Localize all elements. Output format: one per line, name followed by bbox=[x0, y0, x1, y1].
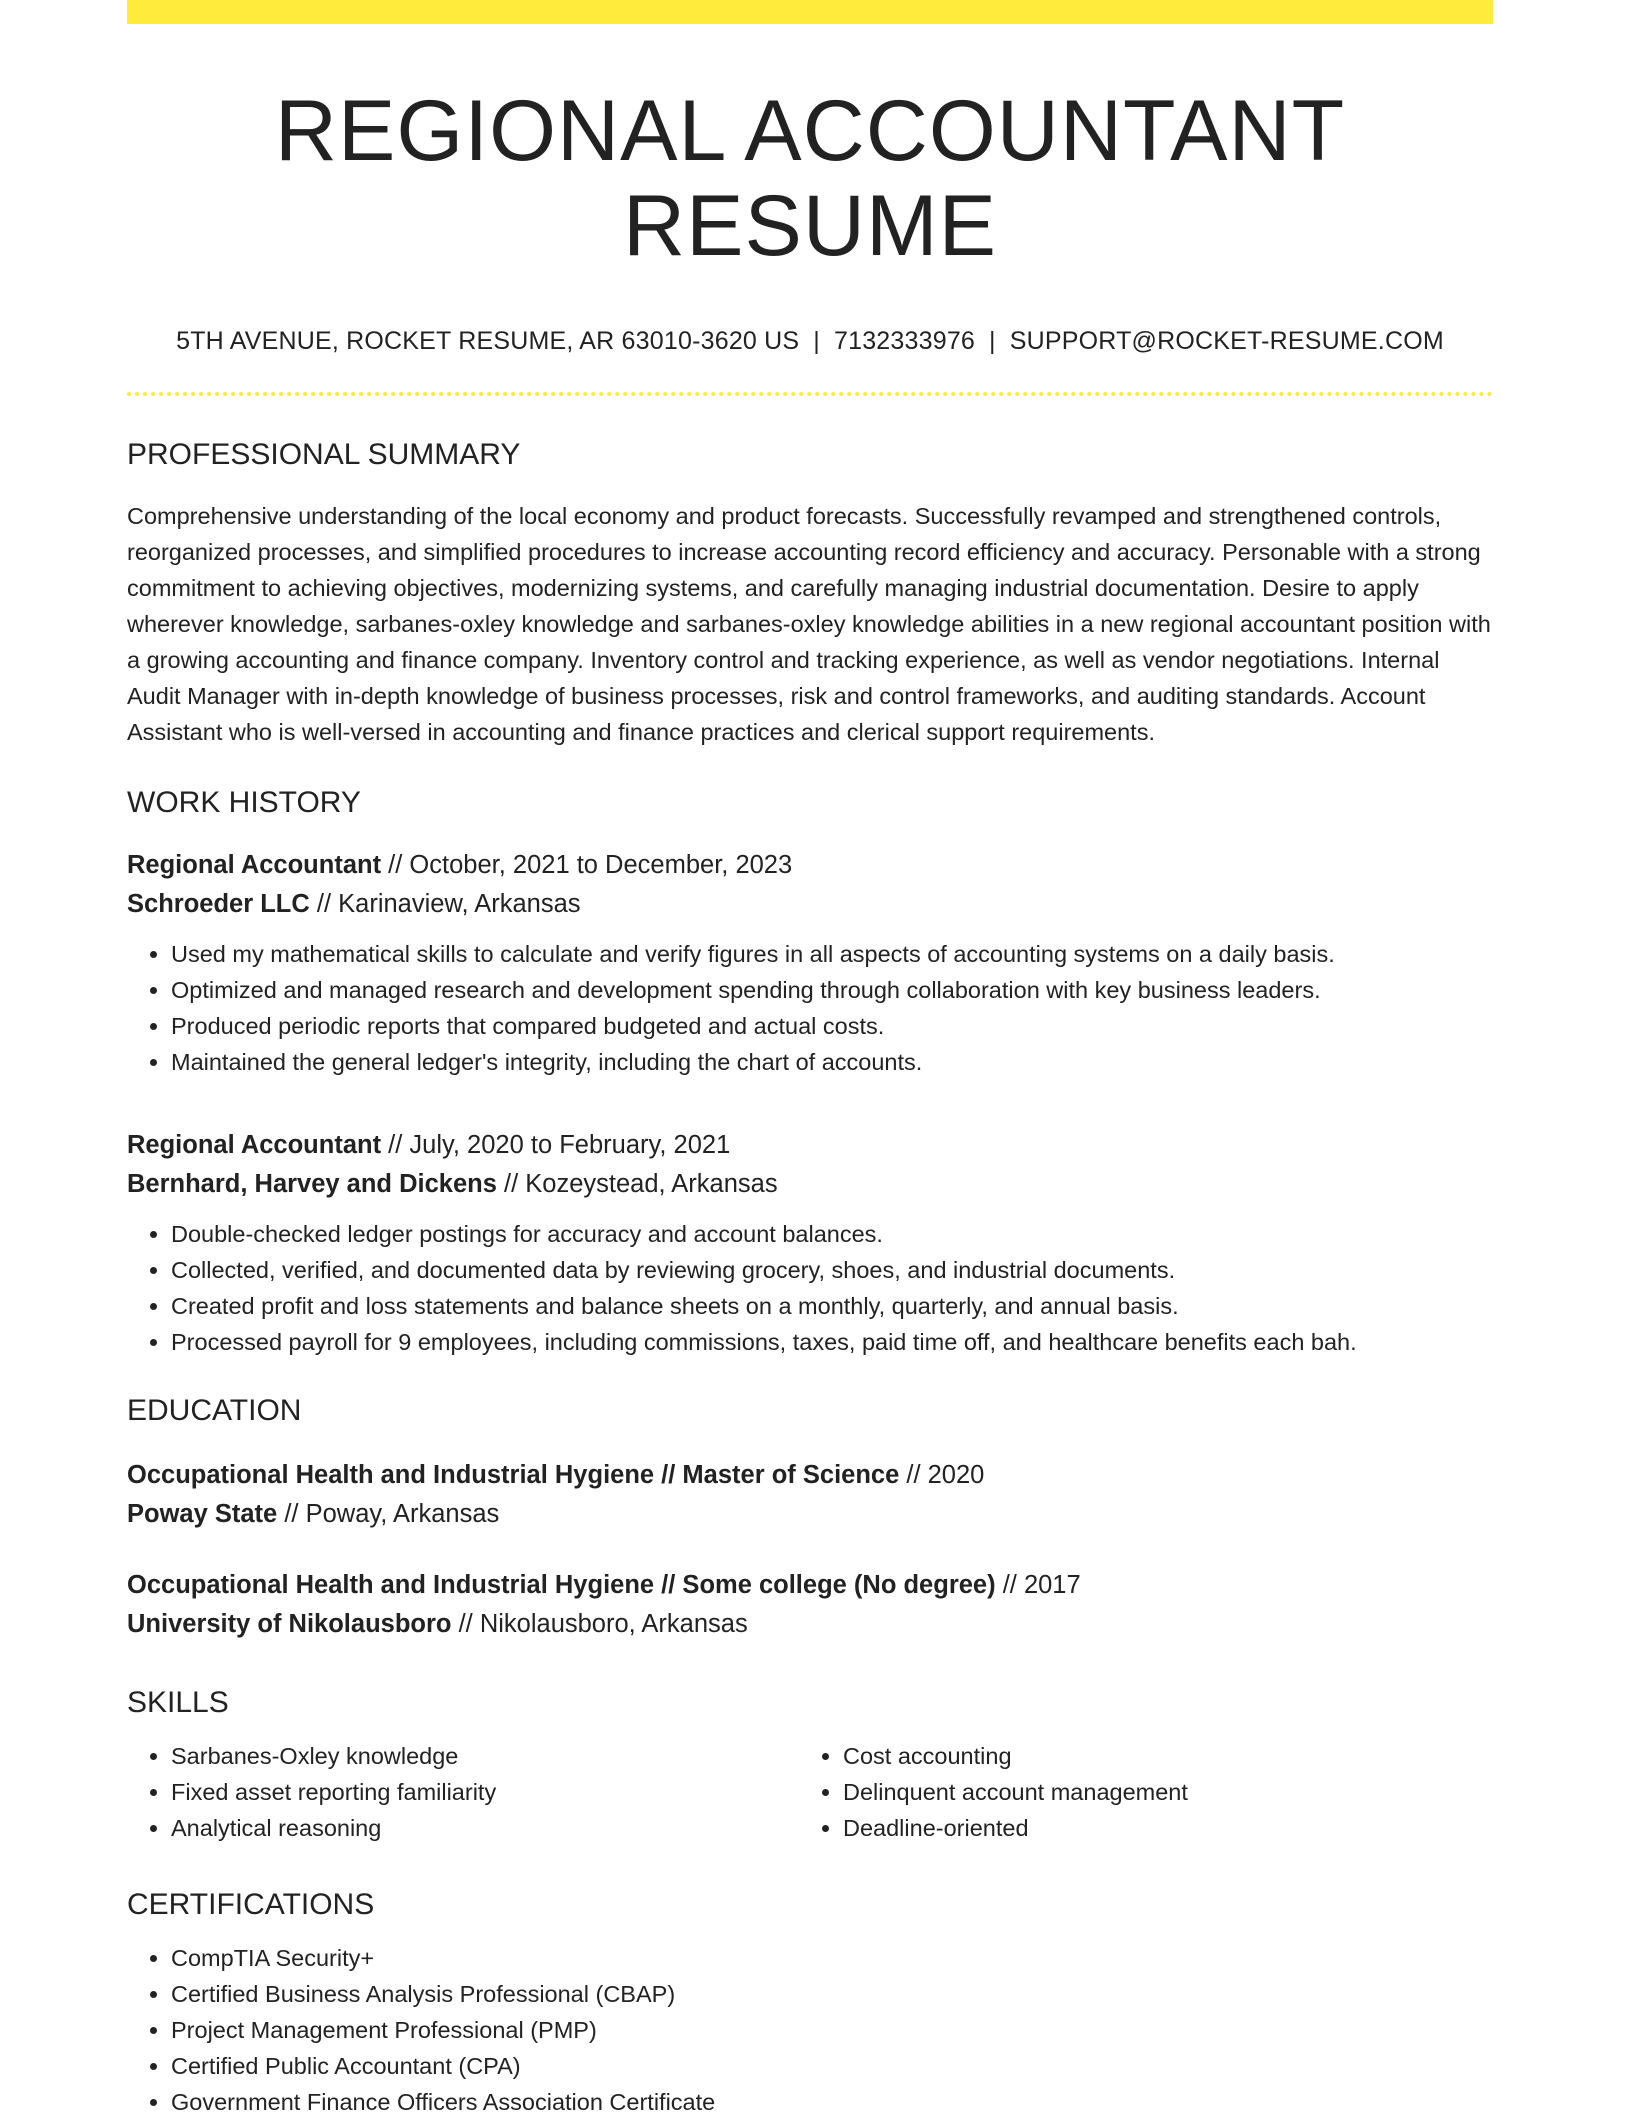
list-item: • Analytical reasoning bbox=[171, 1810, 799, 1846]
resume-page bbox=[127, 0, 1493, 2120]
education-school: Poway State bbox=[127, 1500, 278, 1529]
dotted-divider bbox=[127, 392, 1493, 396]
education-degree-line bbox=[127, 1566, 1493, 1605]
job-title-line bbox=[127, 1126, 1493, 1165]
contact-address: 5TH AVENUE, ROCKET RESUME, AR 63010-3620 US bbox=[176, 327, 800, 356]
list-item: • Delinquent account management bbox=[843, 1774, 1471, 1810]
job-role: Regional Accountant bbox=[127, 851, 382, 880]
work-history-heading: WORK HISTORY bbox=[127, 786, 361, 820]
job-title-line bbox=[127, 846, 1493, 885]
job-company: Schroeder LLC bbox=[127, 890, 310, 919]
contact-line bbox=[127, 327, 1493, 356]
job-location: // Kozeystead, Arkansas bbox=[504, 1170, 778, 1199]
skills-list bbox=[127, 1738, 799, 1846]
contact-phone: 7132333976 bbox=[834, 327, 976, 356]
contact-separator: | bbox=[989, 327, 996, 356]
education-location: // Nikolausboro, Arkansas bbox=[458, 1610, 748, 1639]
list-item: • Fixed asset reporting familiarity bbox=[171, 1774, 799, 1810]
list-item: • Maintained the general ledger's integrity, including the chart of accounts. bbox=[171, 1044, 1493, 1080]
list-item: • Sarbanes-Oxley knowledge bbox=[171, 1738, 799, 1774]
skills-list bbox=[799, 1738, 1471, 1846]
education-degree-line bbox=[127, 1456, 1493, 1495]
education-school: University of Nikolausboro bbox=[127, 1610, 452, 1639]
job-bullets bbox=[127, 1216, 1493, 1360]
list-item: • Deadline-oriented bbox=[843, 1810, 1471, 1846]
education-heading: EDUCATION bbox=[127, 1394, 302, 1428]
job-company: Bernhard, Harvey and Dickens bbox=[127, 1170, 497, 1199]
list-item: • Cost accounting bbox=[843, 1738, 1471, 1774]
job-company-line bbox=[127, 885, 1493, 924]
skills-heading: SKILLS bbox=[127, 1686, 229, 1720]
skills-columns bbox=[127, 1738, 1493, 1846]
certifications-list bbox=[127, 1940, 1493, 2120]
list-item: • Processed payroll for 9 employees, including commissions, taxes, paid time off, and healthcare benefits each bah. bbox=[171, 1324, 1493, 1360]
education-degree: Occupational Health and Industrial Hygiene // Some college (No degree) bbox=[127, 1571, 996, 1600]
list-item: • Created profit and loss statements and balance sheets on a monthly, quarterly, and annual basis. bbox=[171, 1288, 1493, 1324]
list-item: • CompTIA Security+ bbox=[171, 1940, 1493, 1976]
education-school-line bbox=[127, 1495, 1493, 1534]
accent-top-bar bbox=[127, 0, 1493, 24]
education-entry bbox=[127, 1456, 1493, 1534]
job-entry bbox=[127, 846, 1493, 1080]
job-entry bbox=[127, 1126, 1493, 1360]
list-item: • Double-checked ledger postings for accuracy and account balances. bbox=[171, 1216, 1493, 1252]
list-item: • Project Management Professional (PMP) bbox=[171, 2012, 1493, 2048]
education-location: // Poway, Arkansas bbox=[284, 1500, 500, 1529]
summary-text: Comprehensive understanding of the local economy and product forecasts. Successfully revamped and strengthened controls, reorganized processes, and simplified procedures to increase accounting record efficiency and accuracy. Personable with a strong commitment to achieving objectives, modernizing systems, and carefully managing industrial documentation. Desire to apply wherever knowledge, sarbanes-oxley knowledge and sarbanes-oxley knowledge abilities in a new regional accountant position with a growing accounting and finance company. Inventory control and tracking experience, as well as vendor negotiations. Internal Audit Manager with in-depth knowledge of business processes, risk and control frameworks, and auditing standards. Account Assistant who is well-versed in accounting and finance practices and clerical support requirements. bbox=[127, 503, 1491, 746]
job-location: // Karinaview, Arkansas bbox=[316, 890, 581, 919]
job-bullets bbox=[127, 936, 1493, 1080]
list-item: • Optimized and managed research and development spending through collaboration with key business leaders. bbox=[171, 972, 1493, 1008]
list-item: • Used my mathematical skills to calculate and verify figures in all aspects of accounting systems on a daily basis. bbox=[171, 936, 1493, 972]
list-item: • Certified Public Accountant (CPA) bbox=[171, 2048, 1493, 2084]
skills-column-left bbox=[127, 1738, 799, 1846]
contact-separator: | bbox=[813, 327, 820, 356]
job-role: Regional Accountant bbox=[127, 1131, 382, 1160]
list-item: • Certified Business Analysis Professional (CBAP) bbox=[171, 1976, 1493, 2012]
resume-title: REGIONAL ACCOUNTANT RESUME bbox=[274, 83, 1346, 274]
education-year: // 2020 bbox=[906, 1461, 985, 1490]
job-dates: // October, 2021 to December, 2023 bbox=[388, 851, 793, 880]
contact-email: SUPPORT@ROCKET-RESUME.COM bbox=[1009, 327, 1444, 356]
certifications-heading: CERTIFICATIONS bbox=[127, 1888, 375, 1922]
list-item: • Government Finance Officers Association Certificate bbox=[171, 2084, 1493, 2120]
list-item: • Produced periodic reports that compared budgeted and actual costs. bbox=[171, 1008, 1493, 1044]
education-degree: Occupational Health and Industrial Hygiene // Master of Science bbox=[127, 1461, 900, 1490]
education-year: // 2017 bbox=[1002, 1571, 1081, 1600]
education-school-line bbox=[127, 1605, 1493, 1644]
skills-column-right bbox=[799, 1738, 1471, 1846]
job-dates: // July, 2020 to February, 2021 bbox=[388, 1131, 731, 1160]
list-item: • Collected, verified, and documented data by reviewing grocery, shoes, and industrial documents. bbox=[171, 1252, 1493, 1288]
education-entry bbox=[127, 1566, 1493, 1644]
summary-heading: PROFESSIONAL SUMMARY bbox=[127, 438, 521, 472]
job-company-line bbox=[127, 1165, 1493, 1204]
